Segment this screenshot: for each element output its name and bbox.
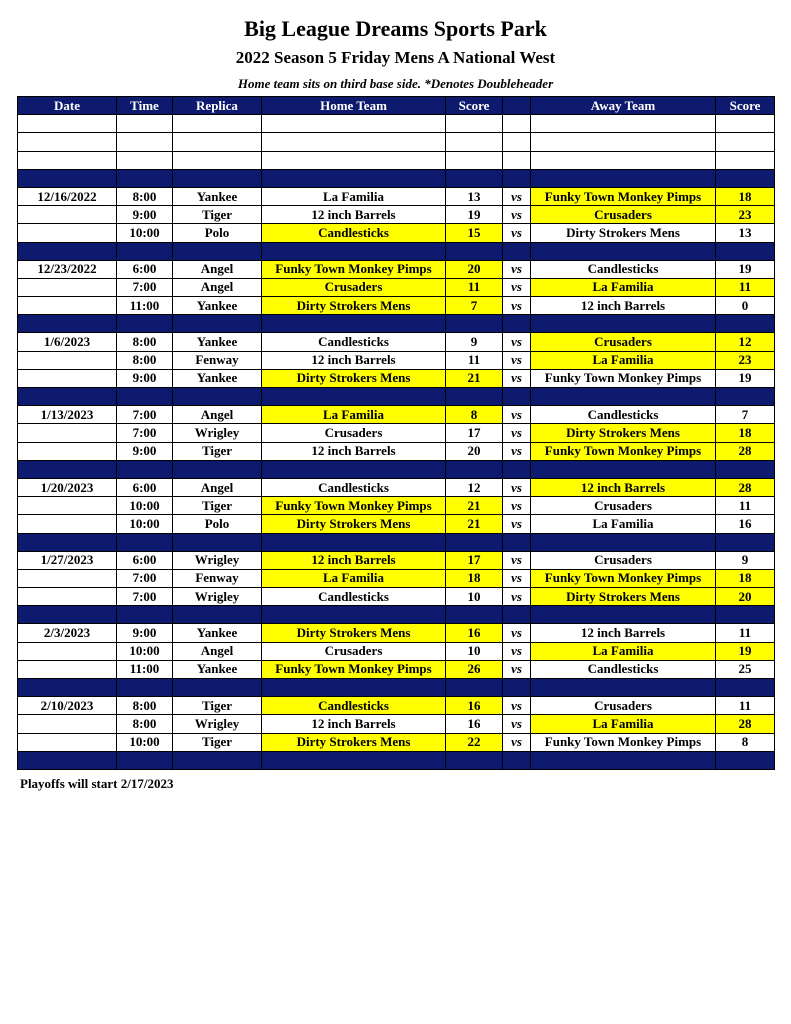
week-separator-row — [18, 460, 775, 478]
game-row — [18, 660, 775, 678]
away-score: 19 — [716, 260, 775, 278]
game-time: 7:00 — [117, 588, 173, 606]
away-team: 12 inch Barrels — [531, 624, 716, 642]
home-team: La Familia — [262, 187, 446, 205]
vs-label: vs — [503, 442, 531, 460]
game-replica: Tiger — [173, 206, 262, 224]
away-score: 11 — [716, 278, 775, 296]
week-separator-row — [18, 242, 775, 260]
game-date — [18, 715, 117, 733]
game-date — [18, 351, 117, 369]
away-score: 25 — [716, 660, 775, 678]
game-date — [18, 442, 117, 460]
away-score: 11 — [716, 697, 775, 715]
game-replica: Yankee — [173, 297, 262, 315]
week-separator-row — [18, 315, 775, 333]
game-date — [18, 733, 117, 751]
game-replica: Tiger — [173, 442, 262, 460]
game-row — [18, 624, 775, 642]
game-time: 8:00 — [117, 333, 173, 351]
vs-label: vs — [503, 660, 531, 678]
game-row — [18, 442, 775, 460]
away-score: 13 — [716, 224, 775, 242]
away-score: 19 — [716, 369, 775, 387]
away-team: Funky Town Monkey Pimps — [531, 369, 716, 387]
away-team: Funky Town Monkey Pimps — [531, 442, 716, 460]
home-score: 16 — [446, 697, 503, 715]
col-header-home-team: Home Team — [262, 97, 446, 115]
game-replica: Wrigley — [173, 715, 262, 733]
col-header-date: Date — [18, 97, 117, 115]
game-replica: Angel — [173, 278, 262, 296]
vs-label: vs — [503, 424, 531, 442]
home-team: Funky Town Monkey Pimps — [262, 497, 446, 515]
page-subtitle: 2022 Season 5 Friday Mens A National West — [235, 48, 556, 67]
schedule-table — [17, 96, 775, 770]
home-score: 12 — [446, 478, 503, 496]
away-team: Funky Town Monkey Pimps — [531, 569, 716, 587]
home-team: 12 inch Barrels — [262, 715, 446, 733]
week-separator-row — [18, 388, 775, 406]
game-row — [18, 569, 775, 587]
game-replica: Angel — [173, 406, 262, 424]
away-score: 19 — [716, 642, 775, 660]
away-team: La Familia — [531, 515, 716, 533]
game-replica: Fenway — [173, 569, 262, 587]
vs-label: vs — [503, 588, 531, 606]
game-time: 7:00 — [117, 278, 173, 296]
col-header-home-score: Score — [446, 97, 503, 115]
away-score: 7 — [716, 406, 775, 424]
home-score: 21 — [446, 515, 503, 533]
game-date — [18, 206, 117, 224]
game-replica: Angel — [173, 642, 262, 660]
game-time: 10:00 — [117, 515, 173, 533]
vs-label: vs — [503, 278, 531, 296]
game-row — [18, 260, 775, 278]
away-score: 23 — [716, 206, 775, 224]
game-date — [18, 588, 117, 606]
home-team: Candlesticks — [262, 478, 446, 496]
away-team: Crusaders — [531, 497, 716, 515]
game-time: 7:00 — [117, 424, 173, 442]
home-score: 9 — [446, 333, 503, 351]
game-row — [18, 224, 775, 242]
home-score: 20 — [446, 260, 503, 278]
game-row — [18, 551, 775, 569]
col-header-time: Time — [117, 97, 173, 115]
game-time: 9:00 — [117, 624, 173, 642]
game-date: 2/10/2023 — [18, 697, 117, 715]
home-team: 12 inch Barrels — [262, 551, 446, 569]
home-team: Crusaders — [262, 642, 446, 660]
away-score: 8 — [716, 733, 775, 751]
game-replica: Polo — [173, 224, 262, 242]
game-replica: Tiger — [173, 733, 262, 751]
home-score: 18 — [446, 569, 503, 587]
game-time: 10:00 — [117, 224, 173, 242]
blank-row — [18, 115, 775, 133]
game-replica: Tiger — [173, 497, 262, 515]
away-score: 11 — [716, 497, 775, 515]
home-team: 12 inch Barrels — [262, 206, 446, 224]
game-row — [18, 278, 775, 296]
game-row — [18, 497, 775, 515]
away-score: 9 — [716, 551, 775, 569]
game-time: 7:00 — [117, 406, 173, 424]
game-row — [18, 206, 775, 224]
away-score: 11 — [716, 624, 775, 642]
home-score: 15 — [446, 224, 503, 242]
game-date: 1/20/2023 — [18, 478, 117, 496]
home-team: Candlesticks — [262, 697, 446, 715]
away-team: Candlesticks — [531, 660, 716, 678]
vs-label: vs — [503, 478, 531, 496]
home-score: 21 — [446, 369, 503, 387]
away-team: Funky Town Monkey Pimps — [531, 733, 716, 751]
away-score: 20 — [716, 588, 775, 606]
home-score: 13 — [446, 187, 503, 205]
game-replica: Wrigley — [173, 588, 262, 606]
away-team: La Familia — [531, 278, 716, 296]
home-team: Funky Town Monkey Pimps — [262, 260, 446, 278]
game-replica: Angel — [173, 478, 262, 496]
home-team: Dirty Strokers Mens — [262, 624, 446, 642]
home-score: 26 — [446, 660, 503, 678]
game-date — [18, 424, 117, 442]
game-replica: Yankee — [173, 624, 262, 642]
game-date — [18, 515, 117, 533]
week-separator-row — [18, 606, 775, 624]
week-separator-row — [18, 169, 775, 187]
home-score: 17 — [446, 551, 503, 569]
game-replica: Yankee — [173, 660, 262, 678]
col-header-replica: Replica — [173, 97, 262, 115]
away-team: La Familia — [531, 642, 716, 660]
away-team: Candlesticks — [531, 406, 716, 424]
away-team: Funky Town Monkey Pimps — [531, 187, 716, 205]
away-score: 18 — [716, 569, 775, 587]
home-score: 16 — [446, 715, 503, 733]
home-team: Candlesticks — [262, 588, 446, 606]
vs-label: vs — [503, 551, 531, 569]
game-time: 10:00 — [117, 642, 173, 660]
vs-label: vs — [503, 260, 531, 278]
game-date — [18, 497, 117, 515]
home-team: Dirty Strokers Mens — [262, 515, 446, 533]
away-team: Dirty Strokers Mens — [531, 424, 716, 442]
home-score: 10 — [446, 588, 503, 606]
game-replica: Fenway — [173, 351, 262, 369]
game-replica: Tiger — [173, 697, 262, 715]
vs-label: vs — [503, 715, 531, 733]
game-time: 6:00 — [117, 551, 173, 569]
away-score: 28 — [716, 478, 775, 496]
home-score: 21 — [446, 497, 503, 515]
home-team: 12 inch Barrels — [262, 442, 446, 460]
game-date — [18, 369, 117, 387]
away-score: 18 — [716, 424, 775, 442]
game-replica: Polo — [173, 515, 262, 533]
game-time: 8:00 — [117, 697, 173, 715]
game-row — [18, 369, 775, 387]
away-score: 23 — [716, 351, 775, 369]
home-team: 12 inch Barrels — [262, 351, 446, 369]
home-team: La Familia — [262, 406, 446, 424]
col-header-away-team: Away Team — [531, 97, 716, 115]
game-row — [18, 715, 775, 733]
vs-label: vs — [503, 624, 531, 642]
playoffs-note: Playoffs will start 2/17/2023 — [20, 776, 174, 791]
vs-label: vs — [503, 406, 531, 424]
home-team: Dirty Strokers Mens — [262, 297, 446, 315]
home-team: Dirty Strokers Mens — [262, 369, 446, 387]
game-time: 9:00 — [117, 442, 173, 460]
game-time: 8:00 — [117, 715, 173, 733]
game-row — [18, 351, 775, 369]
game-date: 1/27/2023 — [18, 551, 117, 569]
col-header-vs — [503, 97, 531, 115]
game-time: 8:00 — [117, 187, 173, 205]
week-separator-row — [18, 533, 775, 551]
home-score: 17 — [446, 424, 503, 442]
away-score: 0 — [716, 297, 775, 315]
vs-label: vs — [503, 642, 531, 660]
game-replica: Yankee — [173, 333, 262, 351]
away-score: 16 — [716, 515, 775, 533]
blank-row — [18, 151, 775, 169]
vs-label: vs — [503, 297, 531, 315]
game-row — [18, 406, 775, 424]
home-score: 11 — [446, 351, 503, 369]
game-date — [18, 297, 117, 315]
away-team: La Familia — [531, 351, 716, 369]
vs-label: vs — [503, 333, 531, 351]
game-time: 7:00 — [117, 569, 173, 587]
game-time: 6:00 — [117, 478, 173, 496]
vs-label: vs — [503, 206, 531, 224]
schedule-body — [18, 115, 775, 770]
home-team: Candlesticks — [262, 224, 446, 242]
away-team: 12 inch Barrels — [531, 478, 716, 496]
vs-label: vs — [503, 497, 531, 515]
week-separator-row — [18, 679, 775, 697]
table-header-row — [18, 97, 775, 115]
home-team: La Familia — [262, 569, 446, 587]
home-score: 10 — [446, 642, 503, 660]
home-team: Dirty Strokers Mens — [262, 733, 446, 751]
game-replica: Yankee — [173, 187, 262, 205]
blank-row — [18, 133, 775, 151]
game-row — [18, 588, 775, 606]
vs-label: vs — [503, 351, 531, 369]
home-team: Crusaders — [262, 278, 446, 296]
game-row — [18, 333, 775, 351]
game-date: 12/16/2022 — [18, 187, 117, 205]
game-time: 9:00 — [117, 206, 173, 224]
game-date — [18, 224, 117, 242]
game-row — [18, 733, 775, 751]
game-date: 1/6/2023 — [18, 333, 117, 351]
game-replica: Wrigley — [173, 424, 262, 442]
col-header-away-score: Score — [716, 97, 775, 115]
away-team: Crusaders — [531, 697, 716, 715]
away-score: 18 — [716, 187, 775, 205]
vs-label: vs — [503, 569, 531, 587]
home-score: 8 — [446, 406, 503, 424]
home-score: 22 — [446, 733, 503, 751]
game-date — [18, 278, 117, 296]
game-time: 11:00 — [117, 660, 173, 678]
away-team: 12 inch Barrels — [531, 297, 716, 315]
game-time: 8:00 — [117, 351, 173, 369]
game-date: 1/13/2023 — [18, 406, 117, 424]
page-title: Big League Dreams Sports Park — [244, 16, 547, 41]
home-score: 16 — [446, 624, 503, 642]
vs-label: vs — [503, 369, 531, 387]
game-row — [18, 424, 775, 442]
away-team: Crusaders — [531, 333, 716, 351]
vs-label: vs — [503, 697, 531, 715]
page-note: Home team sits on third base side. *Denotes Doubleheader — [237, 76, 554, 91]
away-team: La Familia — [531, 715, 716, 733]
game-time: 10:00 — [117, 497, 173, 515]
game-row — [18, 697, 775, 715]
game-date — [18, 569, 117, 587]
game-row — [18, 478, 775, 496]
game-time: 9:00 — [117, 369, 173, 387]
away-team: Dirty Strokers Mens — [531, 224, 716, 242]
home-score: 11 — [446, 278, 503, 296]
away-team: Dirty Strokers Mens — [531, 588, 716, 606]
game-date: 12/23/2022 — [18, 260, 117, 278]
game-row — [18, 515, 775, 533]
away-team: Candlesticks — [531, 260, 716, 278]
home-score: 20 — [446, 442, 503, 460]
home-team: Candlesticks — [262, 333, 446, 351]
game-date — [18, 642, 117, 660]
home-score: 7 — [446, 297, 503, 315]
game-row — [18, 187, 775, 205]
game-replica: Angel — [173, 260, 262, 278]
game-row — [18, 297, 775, 315]
game-date — [18, 660, 117, 678]
vs-label: vs — [503, 224, 531, 242]
away-team: Crusaders — [531, 206, 716, 224]
home-score: 19 — [446, 206, 503, 224]
away-score: 28 — [716, 715, 775, 733]
game-time: 11:00 — [117, 297, 173, 315]
vs-label: vs — [503, 187, 531, 205]
vs-label: vs — [503, 515, 531, 533]
home-team: Crusaders — [262, 424, 446, 442]
game-time: 6:00 — [117, 260, 173, 278]
game-time: 10:00 — [117, 733, 173, 751]
vs-label: vs — [503, 733, 531, 751]
game-row — [18, 642, 775, 660]
week-separator-row — [18, 751, 775, 769]
home-team: Funky Town Monkey Pimps — [262, 660, 446, 678]
game-replica: Wrigley — [173, 551, 262, 569]
away-team: Crusaders — [531, 551, 716, 569]
away-score: 12 — [716, 333, 775, 351]
game-replica: Yankee — [173, 369, 262, 387]
away-score: 28 — [716, 442, 775, 460]
game-date: 2/3/2023 — [18, 624, 117, 642]
